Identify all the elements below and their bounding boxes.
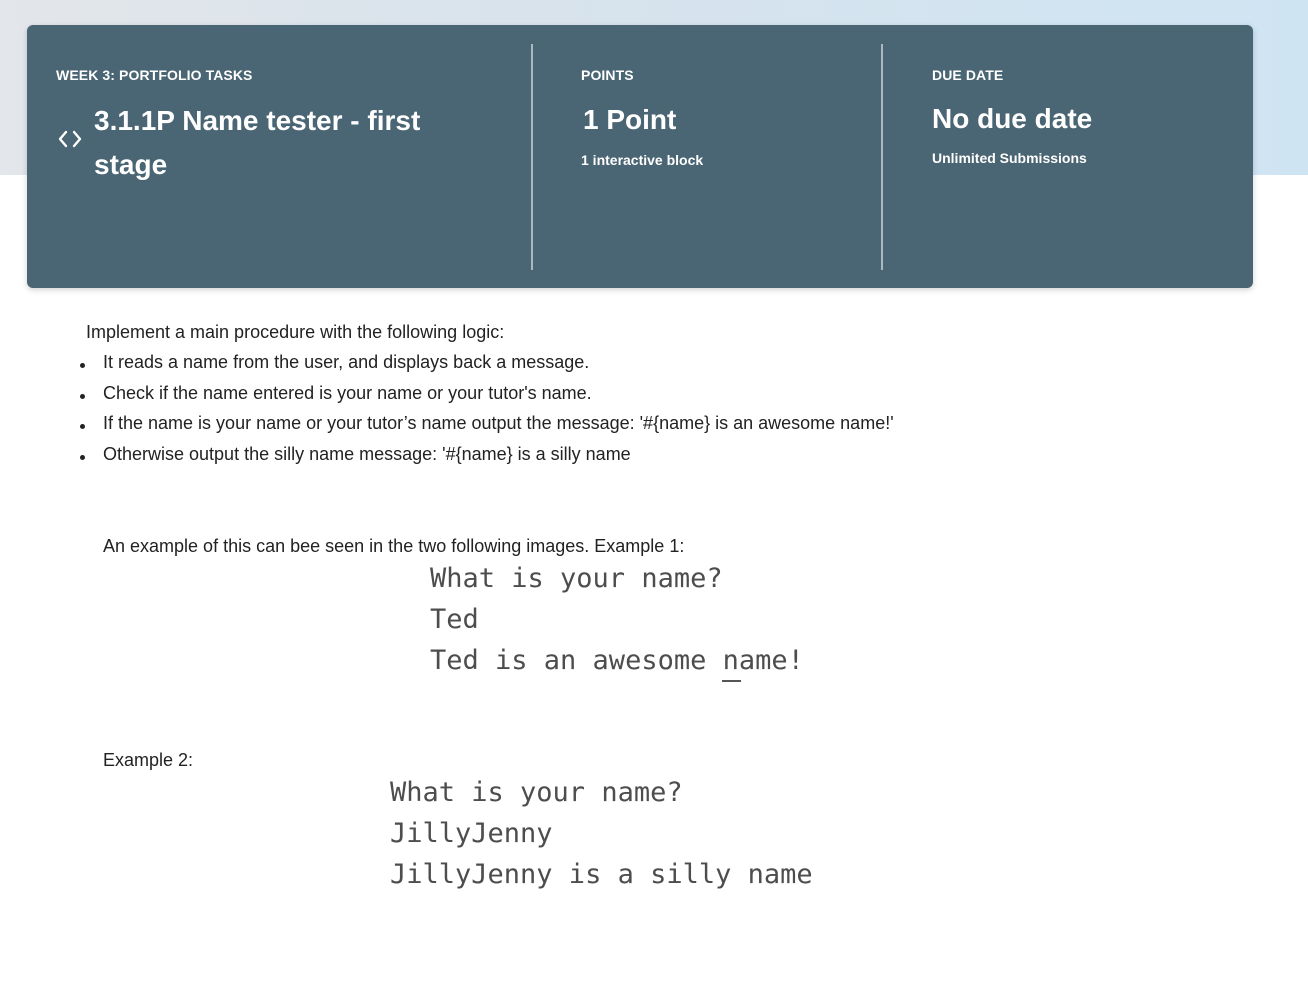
points-subtext: 1 interactive block — [581, 152, 704, 168]
list-item: Check if the name entered is your name or your tutor's name. — [76, 383, 894, 414]
console-line: What is your name? — [430, 563, 723, 594]
console-line: Ted is an awesome name! — [430, 645, 804, 676]
assignment-title-section — [27, 25, 532, 288]
due-date-value: No due date — [932, 103, 1093, 134]
example-2-label: Example 2: — [103, 750, 194, 770]
list-item: Otherwise output the silly name message: '#{name} is a silly name — [76, 444, 894, 475]
points-value: 1 Point — [583, 104, 677, 135]
module-label: WEEK 3: PORTFOLIO TASKS — [56, 67, 253, 83]
points-label: POINTS — [581, 67, 634, 83]
intro-text: Implement a main procedure with the following logic: — [86, 322, 505, 342]
console-line: JillyJenny is a silly name — [390, 859, 813, 890]
list-item: If the name is your name or your tutor’s name output the message: '#{name} is an awesome name!' — [76, 413, 894, 444]
console-line: What is your name? — [390, 777, 683, 808]
example-1-console-image — [430, 558, 804, 681]
points-section — [533, 25, 882, 288]
code-icon — [57, 126, 83, 152]
example-intro-text: An example of this can bee seen in the two following images. Example 1: — [103, 536, 685, 556]
console-line: JillyJenny — [390, 818, 553, 849]
submissions-subtext: Unlimited Submissions — [932, 150, 1087, 166]
list-item: It reads a name from the user, and displays back a message. — [76, 352, 894, 383]
assignment-title: 3.1.1P Name tester - first stage — [94, 105, 421, 180]
example-2-console-image — [390, 772, 813, 895]
due-date-label: DUE DATE — [932, 67, 1004, 83]
assignment-header-card — [27, 25, 1253, 288]
due-date-section — [883, 25, 1253, 288]
requirements-list — [76, 352, 894, 474]
console-cursor — [722, 680, 741, 682]
console-line: Ted — [430, 604, 479, 635]
